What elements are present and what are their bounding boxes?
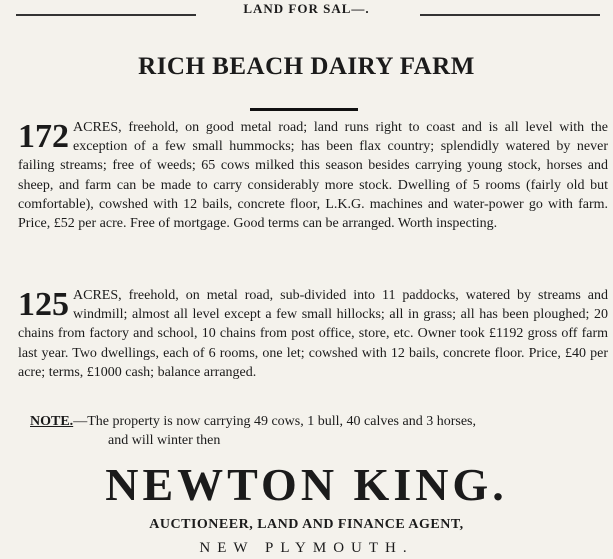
note-label: NOTE. — [30, 414, 74, 429]
note-line-1: —The property is now carrying 49 cows, 1 bull, 40 calves and 3 horses, — [73, 414, 476, 429]
note-line-2: and will winter then — [108, 433, 221, 449]
agent-name: NEWTON KING. — [105, 459, 508, 510]
header-rule-right — [420, 14, 600, 16]
title-rule — [250, 108, 358, 111]
ad-title: RICH BEACH DAIRY FARM — [138, 53, 475, 80]
listing-text: ACRES, freehold, on metal road, sub-divided into 11 paddocks, watered by streams and windmill; almost all level except a few small hillocks; all in grass; all has been ploughed; 20 chains from factory and school, 10 chains from post office, store, etc. Owner took £1192 gross off farm last year. Two dwellings, each of 6 rooms, one let; cowshed with 12 bails, concrete floor. Price, £40 per acre; terms, £1000 cash; balance arranged. — [18, 288, 608, 380]
agent-town: NEW PLYMOUTH. — [199, 540, 414, 556]
listing-172-acres — [18, 118, 608, 233]
listing-text: ACRES, freehold, on good metal road; land runs right to coast and is all level with the exception of a few small hummocks; has been flax country; splendidly watered by never failing streams; free of weeds; 65 cows milked this season besides carrying young stock, horses and sheep, and farm can be made to carry considerably more stock. Dwelling of 5 rooms (fairly old but comfortable), cowshed with 12 bails, concrete floor, L.K.G. machines and water-power go with farm. Price, £52 per acre. Free of mortgage. Good terms can be arranged. Worth inspecting. — [18, 120, 608, 232]
header: LAND FOR SAL—. — [243, 1, 370, 16]
listing-number: 172 — [18, 118, 69, 155]
listing-125-acres — [18, 286, 608, 382]
listing-number: 125 — [18, 286, 69, 323]
note — [30, 412, 608, 450]
agent-title: AUCTIONEER, LAND AND FINANCE AGENT, — [149, 517, 464, 532]
